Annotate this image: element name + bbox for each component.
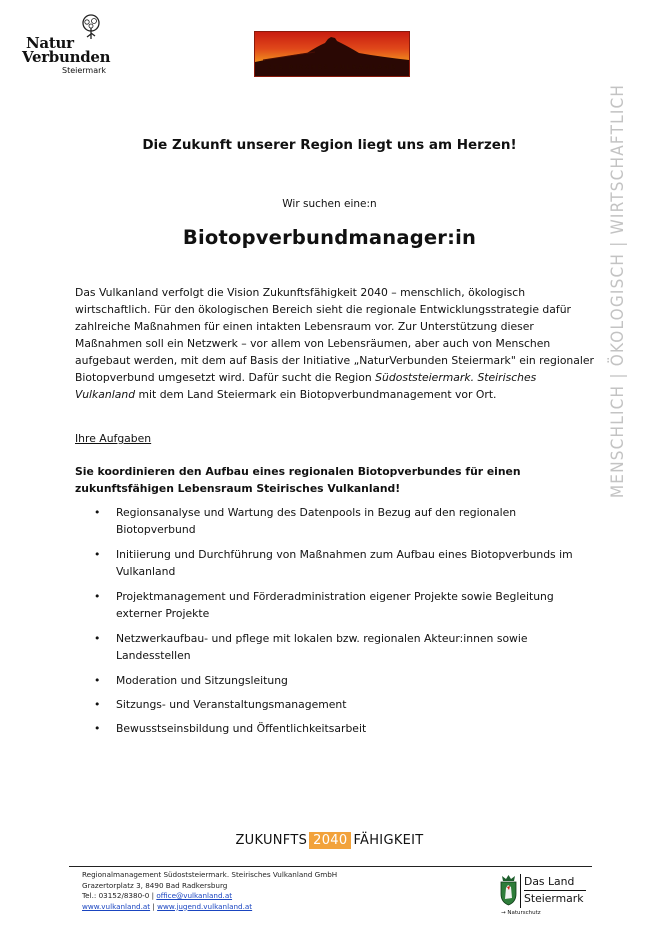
naturverbunden-logo-line1: Natur	[26, 34, 74, 52]
task-item	[75, 546, 595, 580]
land-steiermark-sub: → Naturschutz	[501, 910, 541, 916]
task-item	[75, 504, 595, 538]
bullet-icon: •	[94, 632, 101, 645]
side-vertical-text	[604, 73, 632, 509]
side-vertical-text-label: MENSCHLICH | ÖKOLOGISCH | WIRTSCHAFTLICH	[608, 83, 628, 499]
land-steiermark-line2: Steiermark	[524, 892, 584, 905]
zukunft-logo-part1: ZUKUNFTS	[235, 833, 308, 848]
task-item	[75, 696, 595, 713]
intro-text-before: Das Vulkanland verfolgt die Vision Zukunftsfähigkeit 2040 – menschlich, ökologisch wirtschaftlich. Für den ökologischen Bereich sieht die regionale Entwicklungsstrategie dafür zahlreiche Maßnahmen für einen intakten Lebensraum vor. Zur Unterstützung dieser Maßnahmen soll ein Netzwerk – vor allem von Lebensräumen, aber auch von Menschen aufgebaut werden, mit dem auf Basis der Initiative „NaturVerbunden Steiermark" ein regionaler Biotopverbund umgesetzt wird. Dafür sucht die Region	[75, 286, 594, 384]
bullet-icon: •	[94, 674, 101, 687]
task-text: Regionsanalyse und Wartung des Datenpools in Bezug auf den regionalen Biotopverbund	[116, 506, 517, 536]
footer-website-link[interactable]: www.vulkanland.at	[82, 901, 151, 911]
zukunft-logo-part2: FÄHIGKEIT	[353, 833, 424, 848]
steiermark-crest-icon	[499, 874, 518, 906]
footer-divider	[69, 866, 592, 867]
task-item	[75, 720, 595, 737]
naturverbunden-logo-line3: Steiermark	[62, 66, 107, 75]
footer-phone: Tel.: 03152/8380-0 |	[82, 891, 157, 900]
bullet-icon: •	[94, 506, 101, 519]
bullet-icon: •	[94, 590, 101, 603]
bullet-icon: •	[94, 548, 101, 561]
naturverbunden-logo-line2: Verbunden	[22, 48, 111, 66]
land-steiermark-logo-text	[520, 874, 586, 908]
task-text: Netzwerkaufbau- und pflege mit lokalen bzw. regionalen Akteur:innen sowie Landesstellen	[116, 632, 528, 662]
bullet-icon: •	[94, 698, 101, 711]
task-item	[75, 588, 595, 622]
zukunftsfaehigkeit-logo	[0, 833, 659, 848]
footer-company: Regionalmanagement Südoststeiermark. Steirisches Vulkanland GmbH	[82, 870, 338, 879]
footer-street: Grazertorplatz 3, 8490 Bad Radkersburg	[82, 880, 228, 890]
job-title: Biotopverbundmanager:in	[182, 226, 477, 249]
intro-paragraph	[75, 284, 595, 403]
task-text: Initiierung und Durchführung von Maßnahmen zum Aufbau eines Biotopverbunds im Vulkanland	[116, 548, 573, 578]
naturverbunden-logo	[22, 14, 122, 75]
bullet-icon: •	[94, 722, 101, 735]
tasks-heading: Ihre Aufgaben	[75, 432, 152, 445]
footer-links	[82, 902, 337, 913]
footer-address	[82, 870, 337, 912]
task-text: Projektmanagement und Förderadministration eigener Projekte sowie Begleitung externer Projekte	[116, 590, 554, 620]
vulkanland-logo-text: STEIRISCHES VULKANLAND	[266, 63, 398, 71]
zukunft-logo-year: 2040	[309, 832, 351, 849]
footer-email-link[interactable]: office@vulkanland.at	[156, 891, 233, 900]
seeking-text: Wir suchen eine:n	[282, 198, 377, 210]
vulkanland-logo	[254, 31, 410, 77]
footer-contact	[82, 891, 337, 902]
footer-jugend-link[interactable]: www.jugend.vulkanland.at	[157, 901, 253, 911]
task-text: Moderation und Sitzungsleitung	[116, 674, 288, 687]
intro-text-italic: Südoststeiermark. Steirisches Vulkanland	[75, 371, 537, 401]
footer-link-separator: |	[150, 901, 158, 911]
task-text: Sitzungs- und Veranstaltungsmanagement	[116, 698, 347, 711]
tasks-lead: Sie koordinieren den Aufbau eines regionalen Biotopverbundes für einen zukunftsfähigen Lebensraum Steirisches Vulkanland!	[75, 465, 521, 495]
tasks-list	[75, 504, 595, 737]
tree-icon	[80, 14, 102, 40]
land-steiermark-line1: Das Land	[524, 874, 586, 891]
task-item	[75, 672, 595, 689]
task-item	[75, 630, 595, 664]
task-text: Bewusstseinsbildung und Öffentlichkeitsarbeit	[116, 722, 367, 735]
intro-text-after: mit dem Land Steiermark ein Biotopverbundmanagement vor Ort.	[135, 388, 497, 401]
headline: Die Zukunft unserer Region liegt uns am Herzen!	[142, 137, 517, 153]
land-steiermark-logo	[499, 871, 587, 921]
